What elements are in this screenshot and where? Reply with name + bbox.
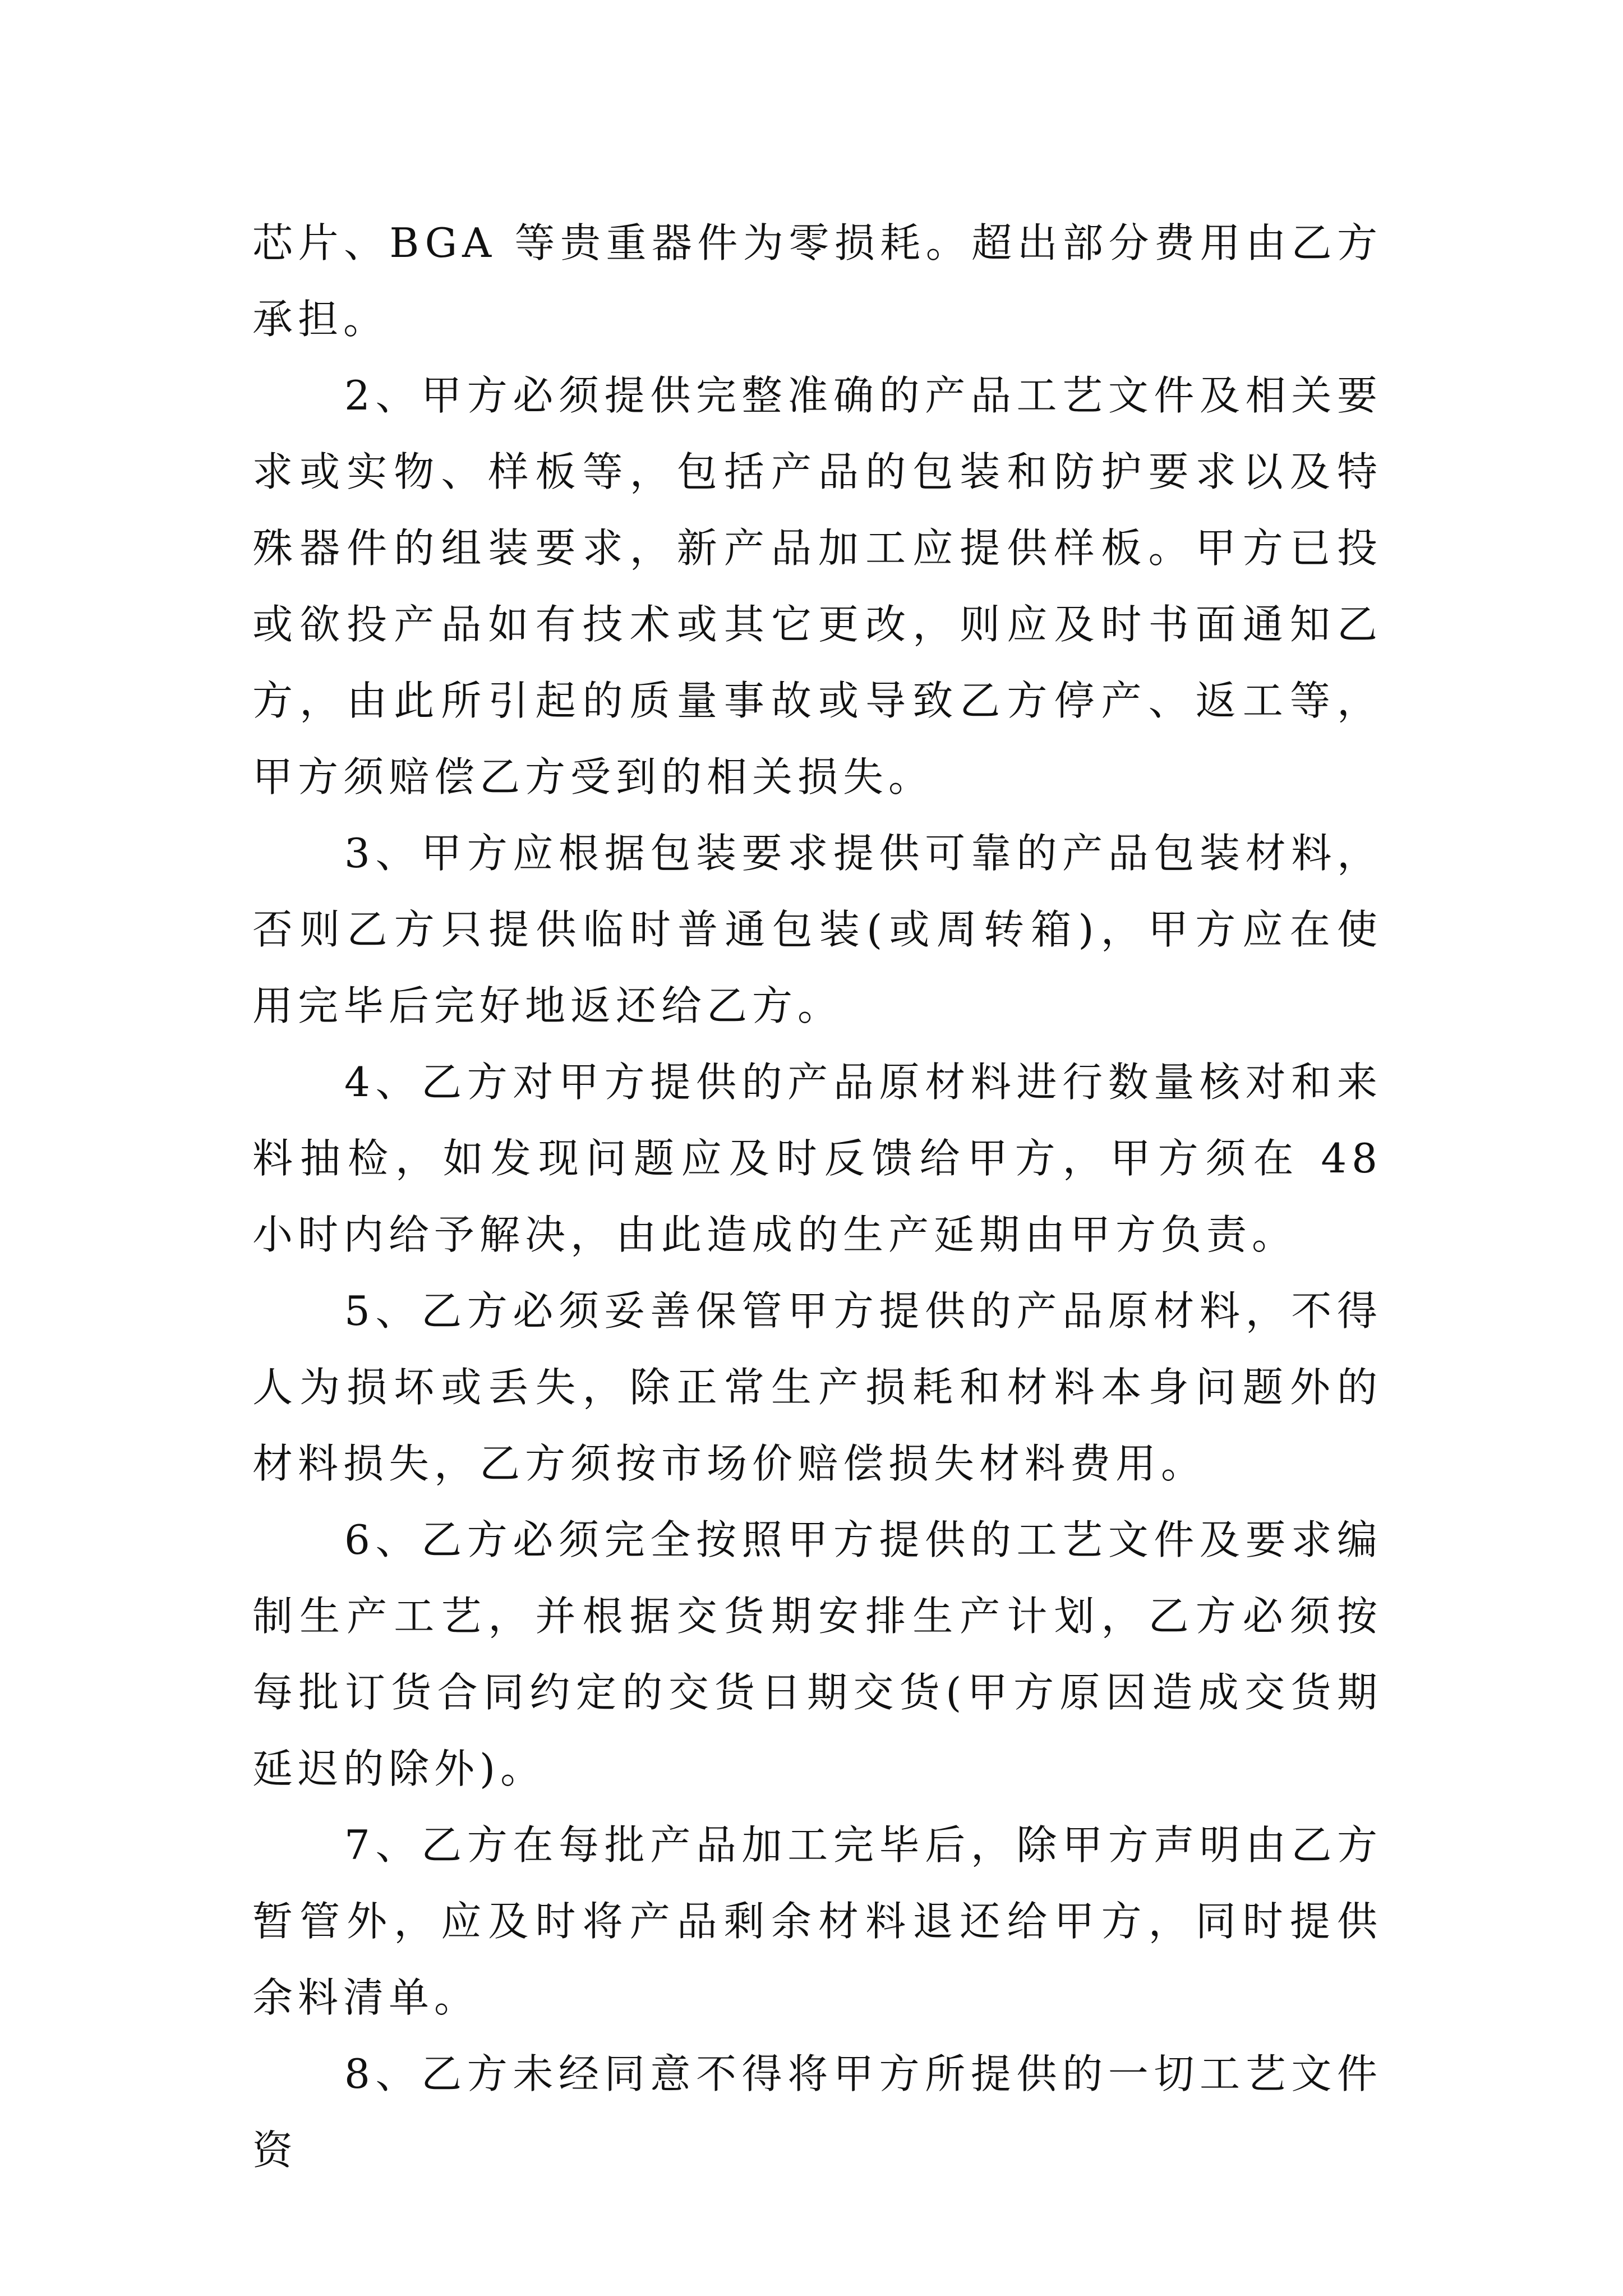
clause-5: 5、乙方必须妥善保管甲方提供的产品原材料，不得人为损坏或丢失，除正常生产损耗和材料本身问题外的材料损失，乙方须按市场价赔偿损失材料费用。 [252,1287,1382,1487]
clause-6: 6、乙方必须完全按照甲方提供的工艺文件及要求编制生产工艺，并根据交货期安排生产计划，乙方必须按每批订货合同约定的交货日期交货(甲方原因造成交货期延迟的除外)。 [252,1516,1382,1792]
clause-4: 4、乙方对甲方提供的产品原材料进行数量核对和来料抽检，如发现问题应及时反馈给甲方，甲方须在 48 小时内给予解决，由此造成的生产延期由甲方负责。 [252,1059,1382,1258]
clause-2: 2、甲方必须提供完整准确的产品工艺文件及相关要求或实物、样板等，包括产品的包装和防护要求以及特殊器件的组装要求，新产品加工应提供样板。甲方已投或欲投产品如有技术或其它更改，则应及时书面通知乙方，由此所引起的质量事故或导致乙方停产、返工等，甲方须赔偿乙方受到的相关损失。 [252,372,1382,800]
clause-7: 7、乙方在每批产品加工完毕后，除甲方声明由乙方暂管外，应及时将产品剩余材料退还给甲方，同时提供余料清单。 [252,1821,1382,2021]
clause-8: 8、乙方未经同意不得将甲方所提供的一切工艺文件资 [252,2050,1382,2174]
paragraph-continuation: 芯片、BGA 等贵重器件为零损耗。超出部分费用由乙方承担。 [252,219,1382,343]
clause-3: 3、甲方应根据包装要求提供可靠的产品包装材料，否则乙方只提供临时普通包装(或周转箱)，甲方应在使用完毕后完好地返还给乙方。 [252,830,1382,1029]
document-body [252,205,1382,2188]
